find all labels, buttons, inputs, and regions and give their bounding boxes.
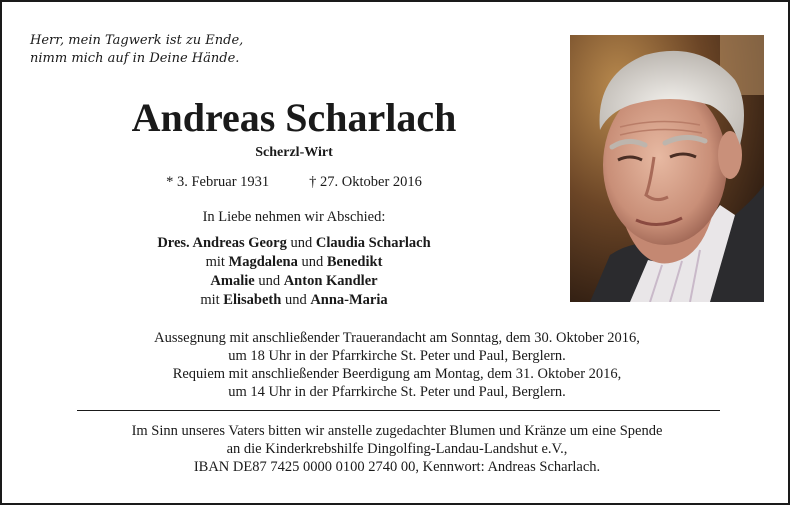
family-connector: und <box>297 254 327 270</box>
portrait-photo <box>570 35 764 302</box>
family-name: Anna-Maria <box>310 292 388 308</box>
deceased-nickname: Scherzl-Wirt <box>255 145 333 160</box>
service-line: um 14 Uhr in der Pfarrkirche St. Peter und Paul, Berglern. <box>228 384 566 400</box>
family-connector: und <box>254 273 284 289</box>
service-line: Requiem mit anschließender Beerdigung am Montag, dem 31. Oktober 2016, <box>172 366 622 382</box>
donation-request <box>2 422 790 476</box>
verse-line-2: nimm mich auf in Deine Hände. <box>30 51 240 66</box>
family-name: Claudia Scharlach <box>315 235 431 251</box>
verse-line-1: Herr, mein Tagwerk ist zu Ende, <box>30 33 244 48</box>
family-connector: mit <box>205 254 229 270</box>
family-name: Anton Kandler <box>283 273 378 289</box>
family-name: Elisabeth <box>223 292 282 308</box>
family-line <box>2 253 586 272</box>
family-line <box>2 272 586 291</box>
family-connector: mit <box>200 292 224 308</box>
donation-line: IBAN DE87 7425 0000 0100 2740 00, Kennwort: Andreas Scharlach. <box>193 459 601 475</box>
divider <box>77 410 720 411</box>
death-date: † 27. Oktober 2016 <box>309 174 422 190</box>
family-list <box>2 234 586 310</box>
farewell-line: In Liebe nehmen wir Abschied: <box>202 209 386 225</box>
birth-date: * 3. Februar 1931 <box>166 174 270 190</box>
family-line <box>2 234 586 253</box>
family-name: Magdalena <box>228 254 298 270</box>
verse <box>30 32 243 68</box>
family-name: Dres. Andreas Georg <box>157 235 287 251</box>
family-name: Benedikt <box>326 254 383 270</box>
service-line: um 18 Uhr in der Pfarrkirche St. Peter und Paul, Berglern. <box>228 348 566 364</box>
family-name: Amalie <box>210 273 255 289</box>
service-details <box>2 329 790 401</box>
family-connector: und <box>281 292 311 308</box>
donation-line: an die Kinderkrebshilfe Dingolfing-Landau-Landshut e.V., <box>226 441 568 457</box>
family-line <box>2 291 586 310</box>
portrait-image <box>570 35 764 302</box>
donation-line: Im Sinn unseres Vaters bitten wir anstelle zugedachter Blumen und Kränze um eine Spende <box>131 423 663 439</box>
life-dates <box>2 174 586 191</box>
deceased-name: Andreas Scharlach <box>131 95 457 140</box>
family-connector: und <box>286 235 316 251</box>
service-line: Aussegnung mit anschließender Trauerandacht am Sonntag, dem 30. Oktober 2016, <box>154 330 640 346</box>
